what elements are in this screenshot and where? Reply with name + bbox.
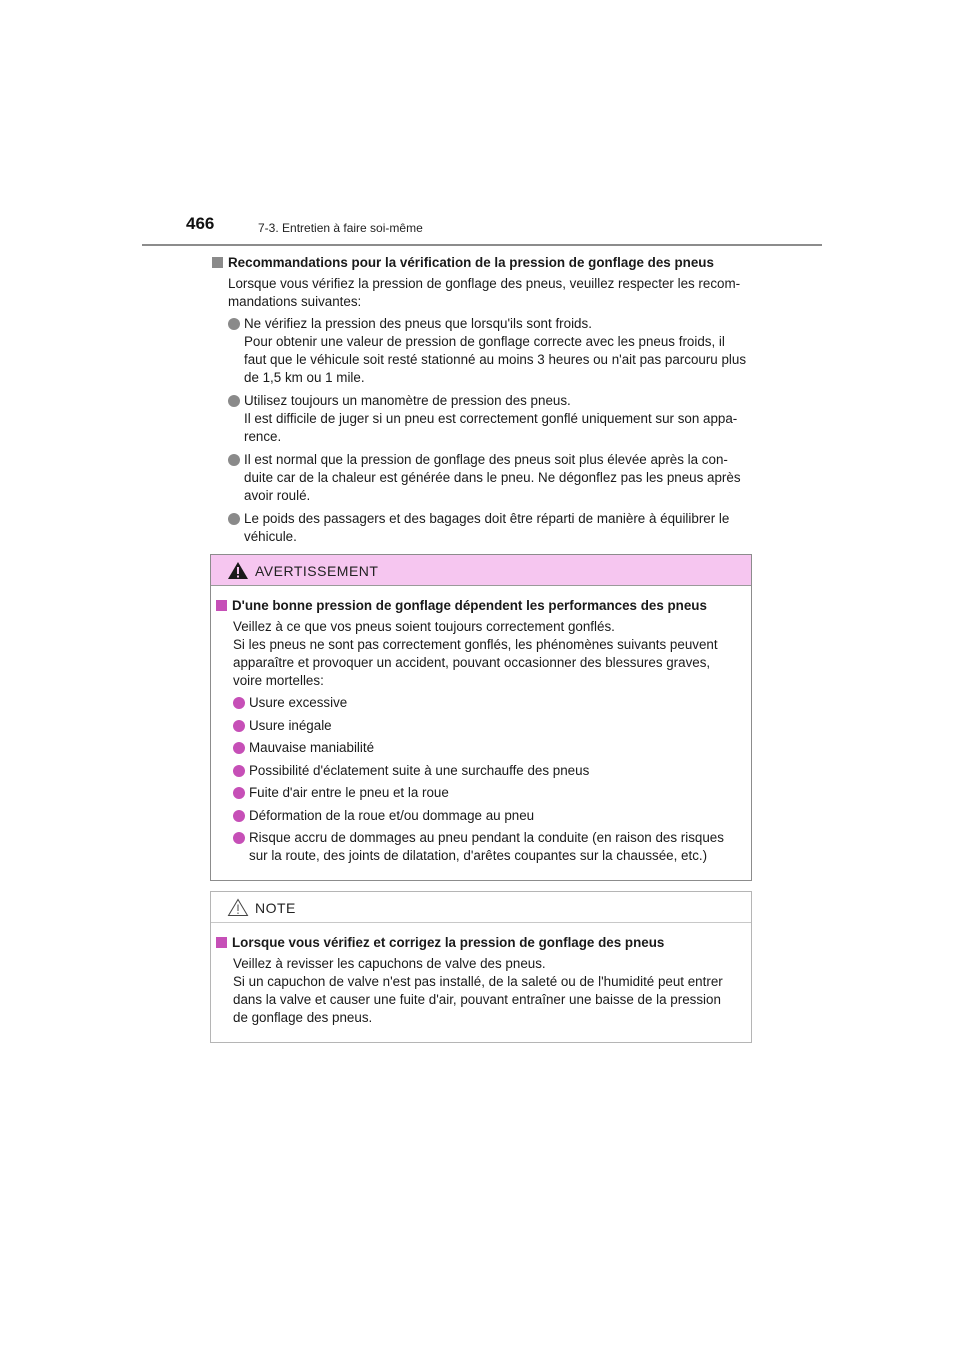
recommendation-list: [211, 315, 751, 546]
list-item-line: Possibilité d'éclatement suite à une surchauffe des pneus: [249, 762, 590, 778]
list-item-line: Il est normal que la pression de gonflage des pneus soit plus élevée après la con-: [244, 452, 728, 467]
bullet-dot-icon: [228, 395, 240, 407]
list-item: [228, 315, 751, 387]
list-item: [233, 739, 743, 757]
tire-pressure-section: [211, 254, 751, 551]
note-text-line: dans la valve et causer une fuite d'air, pouvant entraîner une baisse de la pression: [233, 992, 721, 1007]
list-item-line: Fuite d'air entre le pneu et la roue: [249, 785, 449, 800]
note-text-line: de gonflage des pneus.: [233, 1010, 373, 1025]
section-heading: [211, 254, 751, 272]
note-box: [210, 891, 752, 1043]
list-item-line: Déformation de la roue et/ou dommage au pneu: [249, 807, 535, 823]
square-bullet-icon: [216, 937, 227, 948]
note-text-line: Si un capuchon de valve n'est pas installé, de la saleté ou de l'humidité peut entrer: [233, 974, 723, 989]
list-item-line: rence.: [244, 429, 282, 444]
list-item-line: Usure inégale: [249, 717, 332, 733]
list-item: [233, 807, 743, 825]
list-item-line: Pour obtenir une valeur de pression de gonflage correcte avec les pneus froids, il: [244, 334, 725, 349]
list-item-line: Le poids des passagers et des bagages doit être réparti de manière à équilibrer le: [244, 511, 730, 526]
list-item: [228, 392, 751, 446]
section-intro-line: Lorsque vous vérifiez la pression de gonflage des pneus, veuillez respecter les recom-: [228, 276, 741, 291]
page-number: 466: [186, 214, 215, 233]
square-bullet-icon: [216, 600, 227, 611]
list-item: [233, 717, 743, 735]
note-title: NOTE: [255, 900, 296, 916]
note-heading: [215, 934, 743, 952]
warning-intro-line: apparaître et provoquer un accident, pouvant occasionner des blessures graves,: [233, 655, 711, 670]
chapter-title: 7-3. Entretien à faire soi-même: [258, 221, 423, 235]
bullet-dot-icon: [233, 697, 245, 709]
bullet-dot-icon: [233, 765, 245, 777]
warning-body: [211, 586, 751, 865]
note-heading-text: Lorsque vous vérifiez et corrigez la pression de gonflage des pneus: [232, 935, 665, 950]
list-item-line: véhicule.: [244, 529, 297, 544]
section-intro: [228, 275, 751, 311]
bullet-dot-icon: [233, 720, 245, 732]
bullet-dot-icon: [228, 513, 240, 525]
bullet-dot-icon: [233, 742, 245, 754]
warning-box: [210, 554, 752, 881]
list-item: [233, 829, 743, 865]
note-header: [211, 892, 751, 923]
bullet-dot-icon: [228, 454, 240, 466]
header-divider: [142, 244, 822, 246]
warning-intro-line: Si les pneus ne sont pas correctement gonflés, les phénomènes suivants peuvent: [233, 637, 718, 652]
list-item-line: de 1,5 km ou 1 mile.: [244, 370, 365, 385]
list-item: [228, 451, 751, 505]
list-item-line: avoir roulé.: [244, 488, 311, 503]
list-item-line: faut que le véhicule soit resté stationné au moins 3 heures ou n'ait pas parcouru plus: [244, 352, 747, 367]
caution-triangle-icon: [227, 898, 249, 917]
list-item-line: Risque accru de dommages au pneu pendant la conduite (en raison des risques: [249, 830, 724, 845]
list-item: [228, 510, 751, 546]
bullet-dot-icon: [233, 787, 245, 799]
bullet-dot-icon: [228, 318, 240, 330]
warning-intro: [233, 618, 743, 690]
list-item-line: Il est difficile de juger si un pneu est correctement gonflé uniquement sur son appa-: [244, 411, 738, 426]
page-header: [186, 214, 822, 248]
list-item: [233, 784, 743, 802]
warning-heading: [215, 597, 743, 615]
warning-intro-line: Veillez à ce que vos pneus soient toujours correctement gonflés.: [233, 619, 615, 634]
warning-heading-text: D'une bonne pression de gonflage dépendent les performances des pneus: [232, 598, 707, 613]
note-text-line: Veillez à revisser les capuchons de valve des pneus.: [233, 956, 546, 971]
list-item: [233, 762, 743, 780]
warning-list: [215, 694, 743, 865]
warning-triangle-icon: [227, 561, 249, 580]
bullet-dot-icon: [233, 810, 245, 822]
square-bullet-icon: [212, 257, 223, 268]
note-text: [233, 955, 743, 1027]
section-intro-line: mandations suivantes:: [228, 294, 362, 309]
list-item-line: sur la route, des joints de dilatation, d'arêtes coupantes sur la chaussée, etc.): [249, 848, 708, 863]
bullet-dot-icon: [233, 832, 245, 844]
warning-header: [211, 555, 751, 586]
list-item-line: duite car de la chaleur est générée dans le pneu. Ne dégonflez pas les pneus après: [244, 470, 741, 485]
list-item-line: Usure excessive: [249, 695, 348, 710]
section-heading-text: Recommandations pour la vérification de la pression de gonflage des pneus: [228, 255, 714, 270]
list-item: [233, 694, 743, 712]
warning-title: AVERTISSEMENT: [255, 563, 379, 579]
list-item-line: Ne vérifiez la pression des pneus que lorsqu'ils sont froids.: [244, 316, 592, 331]
list-item-line: Utilisez toujours un manomètre de pression des pneus.: [244, 393, 571, 408]
note-body: [211, 923, 751, 1027]
list-item-line: Mauvaise maniabilité: [249, 740, 375, 755]
warning-intro-line: voire mortelles:: [233, 673, 324, 688]
